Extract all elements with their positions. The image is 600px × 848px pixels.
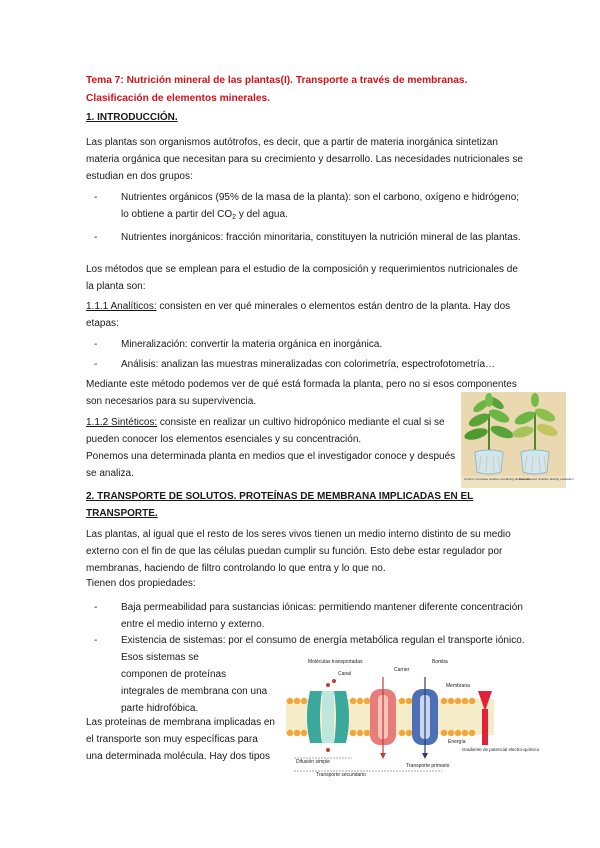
lipid-head (364, 730, 370, 736)
list-item: - Baja permeabilidad para sustancias iónicas: permitiendo mantener diferente concentración entre el medio interno y externo. (86, 599, 526, 633)
lipid-head (357, 730, 363, 736)
label-membrane: Membrana (446, 683, 470, 689)
analytic-note: Mediante este método podemos ver de qué está formada la planta, pero no si esos componentes son necesarios para su supervivencia. (86, 379, 517, 407)
label-primary-transport: Transporte primario (406, 763, 450, 769)
label-pump: Bomba (432, 659, 448, 665)
lipid-head (294, 730, 300, 736)
analytic-text: consisten en ver qué minerales o elementos están dentro de la planta. Hay dos etapas: (86, 301, 511, 329)
closing-paragraph: Las proteínas de membrana implicadas en el transporte son muy específicas para una determinada molécula. Hay dos tipos (86, 717, 275, 762)
lipid-head (357, 698, 363, 704)
section-1-heading: 1. INTRODUCCIÓN. (86, 112, 178, 123)
nutrient-organic-tail: y del agua. (236, 209, 288, 220)
analytic-paragraph (86, 298, 526, 332)
lipid-head (406, 698, 412, 704)
property-2-line2: componen de proteínas integrales de membrana con una parte hidrofóbica. (121, 669, 268, 714)
synthetic-text: consiste en realizar un cultivo hidropónico mediante el cual si se pueden conocer los elementos esenciales y su concentración. (86, 417, 445, 445)
lipid-head (287, 698, 293, 704)
lipid-head (455, 730, 461, 736)
co2-subscript: 2 (232, 214, 237, 221)
lipid-head (441, 698, 447, 704)
lipid-head (350, 698, 356, 704)
list-item: - Mineralización: convertir la materia orgánica en inorgánica. (86, 336, 526, 353)
list-item: - Nutrientes inorgánicos: fracción minoritaria, constituyen la nutrición mineral de las plantas. (86, 229, 526, 246)
section-2-heading: 2. TRANSPORTE DE SOLUTOS. PROTEÍNAS DE MEMBRANA IMPLICADAS EN EL TRANSPORTE. (86, 491, 474, 519)
analytic-label: 1.1.1 Analíticos: (86, 301, 157, 312)
nutrient-organic-text: Nutrientes orgánicos (95% de la masa de la planta): son el carbono, oxígeno e hidrógeno; lo obtiene a partir del CO (121, 192, 520, 220)
property-2-line1: Existencia de sistemas: por el consumo de energía metabólica regulan el transporte iónico. Esos sistemas se (121, 635, 525, 663)
lipid-head (448, 698, 454, 704)
label-channel: Canal (338, 671, 352, 677)
carrier-protein-icon (370, 677, 396, 759)
synthetic-paragraph (86, 414, 454, 448)
label-secondary-transport: Transporte secundario (316, 772, 366, 778)
label-carrier: Carrier (394, 667, 410, 673)
pump-protein-icon (412, 677, 438, 759)
channel-protein-icon (307, 679, 349, 752)
hydroponic-figure (461, 392, 574, 488)
section-2-intro: Las plantas, al igual que el resto de los seres vivos tienen un medio interno distinto de su medio externo con el fin de que las células puedan cumplir su función. Esto debe estar regulador por membranas, haciendo de filtro controlando lo que entra y lo que no. (86, 529, 511, 574)
label-molecules: Moléculas transportadas (308, 659, 363, 665)
label-gradient (462, 747, 540, 752)
dash-bullet: - (94, 635, 98, 646)
lipid-head (301, 730, 307, 736)
lipid-head (469, 730, 475, 736)
analytic-stages-list (86, 336, 526, 376)
lipid-head (406, 730, 412, 736)
list-item: - Análisis: analizan las muestras mineralizadas con colorimetría, espectrofotometría… (86, 356, 526, 373)
lipid-head (364, 698, 370, 704)
page-title: Tema 7: Nutrición mineral de las plantas(I). Transporte a través de membranas. Clasificación de elementos minerales. (86, 75, 468, 104)
methods-paragraph: Los métodos que se emplean para el estudio de la composición y requerimientos nutricionales de la planta son: (86, 264, 518, 292)
lipid-head (462, 698, 468, 704)
lipid-head (441, 730, 447, 736)
lipid-head (469, 698, 475, 704)
figure-caption-left: Control: Complete solution containing all minerals (464, 477, 530, 481)
membrane-transport-diagram (282, 655, 540, 780)
lipid-head (399, 730, 405, 736)
hydroponic-plants-illustration (461, 392, 574, 488)
lipid-head (399, 698, 405, 704)
figure-caption-right: Experimental: Solution lacking potassium (519, 477, 574, 481)
section-1-intro: Las plantas son organismos autótrofos, es decir, que a partir de materia inorgánica sintetizan materia orgánica que necesitan para su crecimiento y desarrollo. Las necesidades nutricionales se estudian en dos grupos: (86, 137, 523, 182)
nutrient-list (86, 189, 526, 249)
lipid-head (287, 730, 293, 736)
membrane-diagram-svg (282, 655, 540, 780)
list-item (86, 189, 526, 226)
lipid-head (294, 698, 300, 704)
label-gradient-line: Gradiente de potencial electro-químico (462, 747, 540, 752)
lipid-head (448, 730, 454, 736)
properties-intro: Tienen dos propiedades: (86, 578, 196, 589)
label-simple-diffusion: Difusión simple (296, 759, 330, 765)
label-energy: Energía (448, 739, 466, 745)
synthetic-paragraph-2: Ponemos una determinada planta en medios que el investigador conoce y después se analiza. (86, 451, 456, 479)
synthetic-label: 1.1.2 Sintéticos: (86, 417, 158, 428)
lipid-head (301, 698, 307, 704)
properties-list (86, 599, 526, 636)
lipid-head (350, 730, 356, 736)
lipid-head (455, 698, 461, 704)
lipid-head (462, 730, 468, 736)
